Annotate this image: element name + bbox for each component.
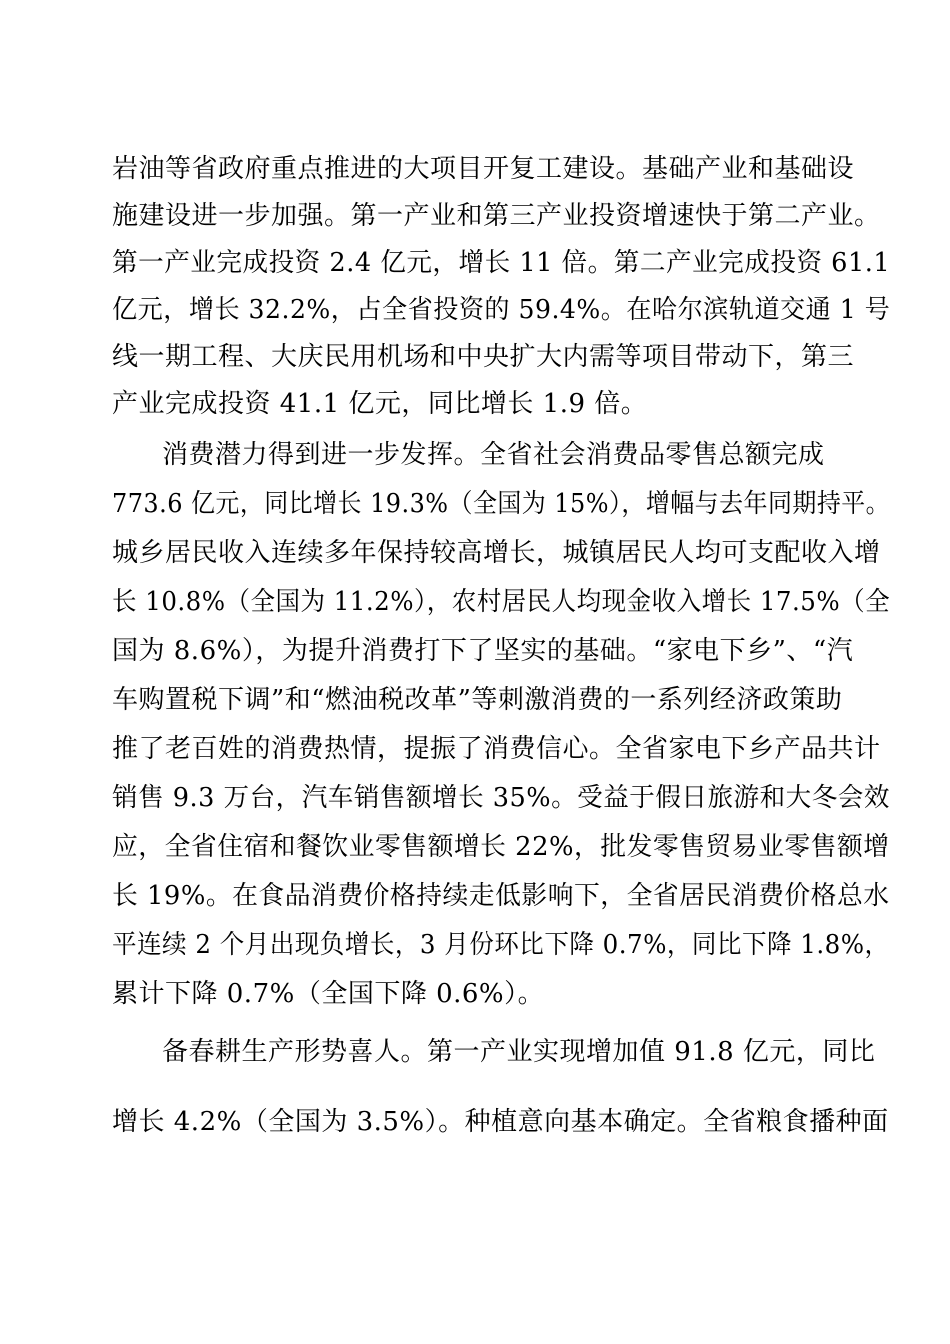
text-line-2: 施建设进一步加强。第一产业和第三产业投资增速快于第二产业。 (112, 201, 881, 231)
text-line-16: 长 19%。在食品消费价格持续走低影响下，全省居民消费价格总水 (112, 881, 890, 911)
text-line-9: 城乡居民收入连续多年保持较高增长，城镇居民人均可支配收入增 (112, 538, 881, 568)
text-line-6: 产业完成投资 41.1 亿元，同比增长 1.9 倍。 (112, 389, 648, 419)
text-line-18: 累计下降 0.7%（全国下降 0.6%）。 (112, 979, 545, 1009)
text-line-7: 消费潜力得到进一步发挥。全省社会消费品零售总额完成 (162, 440, 825, 470)
text-line-13: 推了老百姓的消费热情，提振了消费信心。全省家电下乡产品共计 (112, 734, 881, 764)
text-line-11: 国为 8.6%），为提升消费打下了坚实的基础。“家电下乡”、“汽 (112, 636, 854, 666)
text-line-3: 第一产业完成投资 2.4 亿元，增长 11 倍。第二产业完成投资 61.1 (112, 248, 891, 278)
text-line-5: 线一期工程、大庆民用机场和中央扩大内需等项目带动下，第三 (112, 342, 855, 372)
text-line-15: 应，全省住宿和餐饮业零售额增长 22%，批发零售贸易业零售额增 (112, 832, 890, 862)
text-line-10: 长 10.8%（全国为 11.2%），农村居民人均现金收入增长 17.5%（全 (112, 587, 891, 617)
text-line-1: 岩油等省政府重点推进的大项目开复工建设。基础产业和基础设 (112, 154, 855, 184)
text-line-20: 增长 4.2%（全国为 3.5%）。种植意向基本确定。全省粮食播种面 (112, 1107, 889, 1137)
text-line-19: 备春耕生产形势喜人。第一产业实现增加值 91.8 亿元，同比 (162, 1037, 876, 1067)
text-line-12: 车购置税下调”和“燃油税改革”等刺激消费的一系列经济政策助 (112, 685, 843, 715)
text-line-4: 亿元，增长 32.2%，占全省投资的 59.4%。在哈尔滨轨道交通 1 号 (112, 295, 891, 325)
text-line-14: 销售 9.3 万台，汽车销售额增长 35%。受益于假日旅游和大冬会效 (112, 783, 890, 813)
text-line-17: 平连续 2 个月出现负增长，3 月份环比下降 0.7%，同比下降 1.8%， (112, 930, 890, 960)
text-line-8: 773.6 亿元，同比增长 19.3%（全国为 15%），增幅与去年同期持平。 (112, 489, 891, 519)
